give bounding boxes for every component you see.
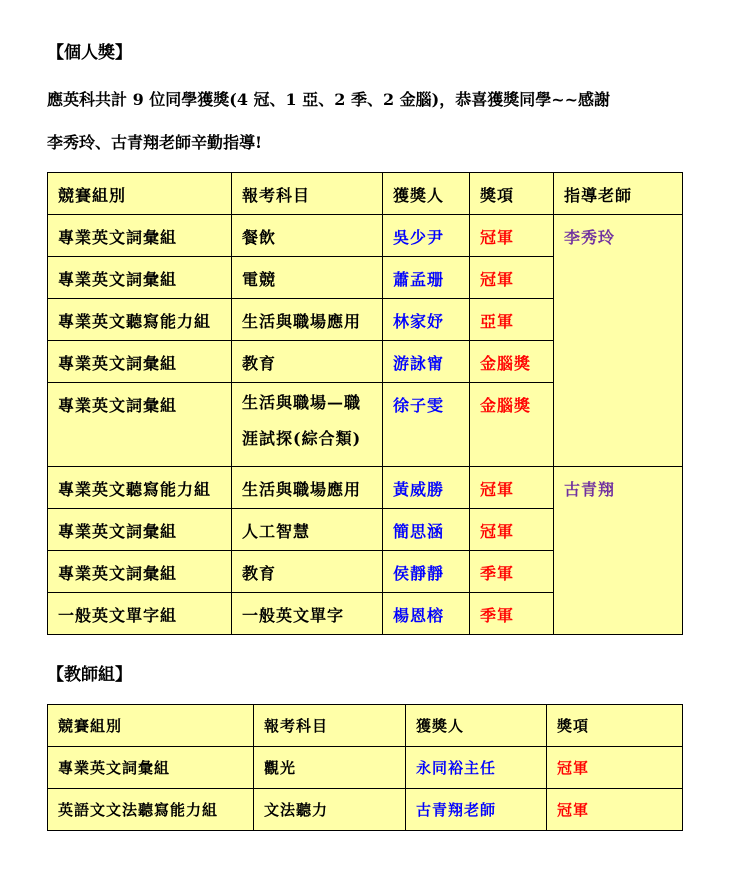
cell-award: 亞軍 [470, 299, 554, 341]
header-award: 獎項 [470, 173, 554, 215]
cell-group: 專業英文聽寫能力組 [48, 299, 232, 341]
cell-award: 冠軍 [470, 467, 554, 509]
cell-subject-text: 生活與職場—職涯試探(綜合類) [242, 393, 362, 448]
header-group: 競賽組別 [48, 705, 254, 747]
cell-winner: 永同裕主任 [406, 747, 547, 789]
cell-subject: 文法聽力 [254, 789, 406, 831]
table-row [48, 747, 683, 789]
cell-award: 金腦獎 [470, 341, 554, 383]
table-row [48, 789, 683, 831]
cell-subject: 人工智慧 [232, 509, 383, 551]
cell-group: 一般英文單字組 [48, 593, 232, 635]
table-row [48, 215, 683, 257]
cell-group: 專業英文詞彙組 [48, 383, 232, 467]
cell-award: 季軍 [470, 551, 554, 593]
cell-award: 冠軍 [470, 257, 554, 299]
table-row [48, 467, 683, 509]
cell-group: 專業英文詞彙組 [48, 341, 232, 383]
cell-winner: 簡思涵 [383, 509, 470, 551]
cell-winner: 吳少尹 [383, 215, 470, 257]
header-teacher: 指導老師 [554, 173, 683, 215]
cell-award: 冠軍 [470, 509, 554, 551]
teacher-section-title: 【教師組】 [47, 665, 132, 685]
cell-winner: 古青翔老師 [406, 789, 547, 831]
table-header-row [48, 705, 683, 747]
header-winner: 獲獎人 [383, 173, 470, 215]
cell-award: 冠軍 [547, 789, 683, 831]
cell-winner: 徐子雯 [383, 383, 470, 467]
cell-subject: 餐飲 [232, 215, 383, 257]
cell-winner: 林家妤 [383, 299, 470, 341]
cell-group: 專業英文聽寫能力組 [48, 467, 232, 509]
cell-winner: 黃威勝 [383, 467, 470, 509]
cell-subject: 生活與職場應用 [232, 299, 383, 341]
header-award: 獎項 [547, 705, 683, 747]
individual-section-title: 【個人獎】 [47, 43, 132, 63]
cell-subject: 觀光 [254, 747, 406, 789]
header-group: 競賽組別 [48, 173, 232, 215]
cell-teacher: 古青翔 [554, 467, 683, 635]
cell-winner: 蕭孟珊 [383, 257, 470, 299]
cell-subject: 一般英文單字 [232, 593, 383, 635]
cell-subject [232, 383, 383, 467]
header-subject: 報考科目 [232, 173, 383, 215]
individual-awards-table [47, 172, 683, 635]
cell-winner: 游詠甯 [383, 341, 470, 383]
header-subject: 報考科目 [254, 705, 406, 747]
cell-teacher: 李秀玲 [554, 215, 683, 467]
cell-winner: 侯靜靜 [383, 551, 470, 593]
cell-subject: 生活與職場應用 [232, 467, 383, 509]
cell-group: 專業英文詞彙組 [48, 509, 232, 551]
cell-award: 冠軍 [470, 215, 554, 257]
cell-award: 季軍 [470, 593, 554, 635]
cell-subject: 教育 [232, 551, 383, 593]
intro-text-line-2: 李秀玲、古青翔老師辛勤指導! [47, 133, 263, 152]
cell-group: 英語文文法聽寫能力組 [48, 789, 254, 831]
intro-text-line-1: 應英科共計 9 位同學獲獎(4 冠、1 亞、2 季、2 金腦)，恭喜獲獎同學~~感謝 [47, 90, 611, 109]
cell-group: 專業英文詞彙組 [48, 747, 254, 789]
cell-group: 專業英文詞彙組 [48, 551, 232, 593]
teacher-awards-table [47, 704, 683, 831]
cell-subject: 教育 [232, 341, 383, 383]
cell-group: 專業英文詞彙組 [48, 215, 232, 257]
cell-award: 冠軍 [547, 747, 683, 789]
header-winner: 獲獎人 [406, 705, 547, 747]
cell-award: 金腦獎 [470, 383, 554, 467]
table-header-row [48, 173, 683, 215]
cell-winner: 楊恩榕 [383, 593, 470, 635]
cell-group: 專業英文詞彙組 [48, 257, 232, 299]
cell-subject: 電競 [232, 257, 383, 299]
